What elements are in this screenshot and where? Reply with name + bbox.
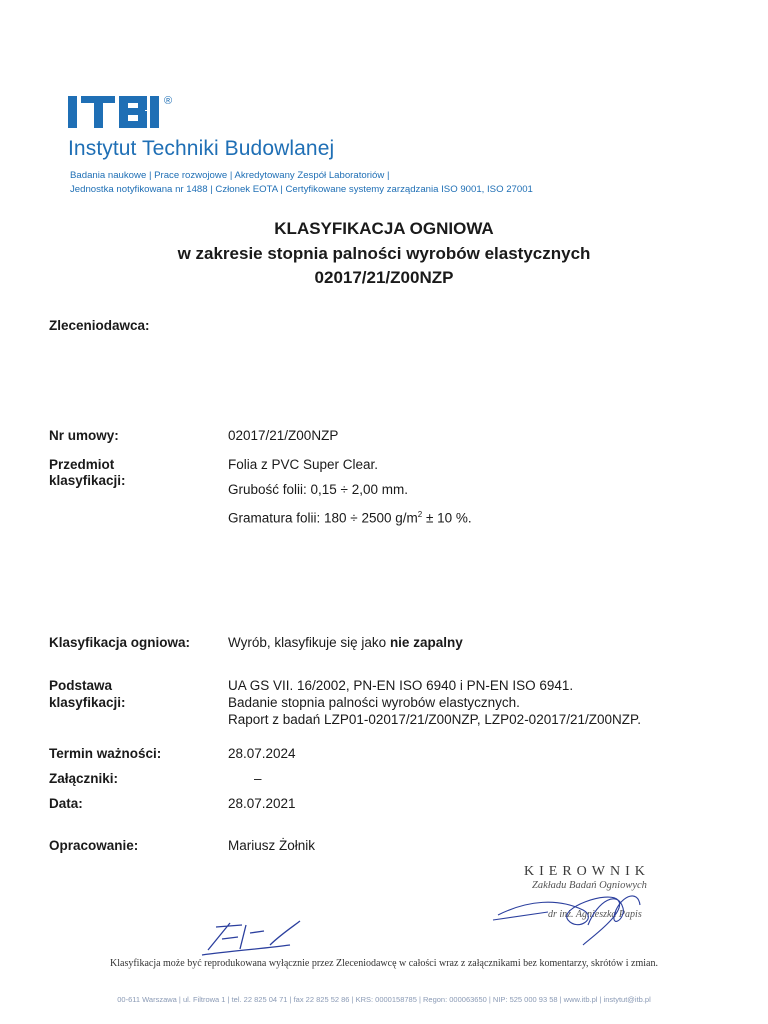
contract-label: Nr umowy:	[49, 428, 119, 443]
reproduction-note: Klasyfikacja może być reprodukowana wyłącznie przez Zleceniodawcę w całości wraz z załącznikami bez komentarzy, skrótów i zmian.	[110, 958, 658, 969]
basis-line-1: UA GS VII. 16/2002, PN-EN ISO 6940 i PN-EN ISO 6941.	[228, 678, 574, 693]
institute-name: Instytut Techniki Budowlanej	[68, 137, 335, 160]
document-title: KLASYFIKACJA OGNIOWA	[274, 219, 494, 238]
date-label: Data:	[49, 796, 83, 811]
contract-value: 02017/21/Z00NZP	[228, 428, 339, 443]
prepared-label: Opracowanie:	[49, 838, 139, 853]
fire-class-value: Wyrób, klasyfikuje się jako nie zapalny	[228, 635, 463, 650]
document-number: 02017/21/Z00NZP	[314, 268, 454, 287]
stamp-department: Zakładu Badań Ogniowych	[532, 880, 647, 891]
client-label: Zleceniodawca:	[49, 318, 150, 333]
subject-line-1: Folia z PVC Super Clear.	[228, 457, 379, 472]
document-subtitle: w zakresie stopnia palności wyrobów elastycznych	[177, 244, 591, 263]
basis-label-1: Podstawa	[49, 678, 113, 693]
stamp-title: KIEROWNIK	[524, 864, 650, 879]
subject-line-2: Grubość folii: 0,15 ÷ 2,00 mm.	[228, 482, 408, 497]
basis-label-2: klasyfikacji:	[49, 695, 126, 710]
head-signature	[488, 870, 688, 950]
basis-line-3: Raport z badań LZP01-02017/21/Z00NZP, LZP02-02017/21/Z00NZP.	[228, 712, 642, 727]
stamp-name: dr inż. Agnieszka Papis	[548, 909, 642, 920]
validity-value: 28.07.2024	[228, 746, 296, 761]
validity-label: Termin ważności:	[49, 746, 162, 761]
basis-line-2: Badanie stopnia palności wyrobów elastycznych.	[228, 695, 520, 710]
prepared-value: Mariusz Żołnik	[228, 838, 316, 853]
institute-info-line-2: Jednostka notyfikowana nr 1488 | Członek EOTA | Certyfikowane systemy zarządzania ISO 9001, ISO 27001	[70, 184, 533, 195]
attachments-label: Załączniki:	[49, 771, 119, 786]
author-signature	[200, 915, 310, 960]
date-value: 28.07.2021	[228, 796, 296, 811]
attachments-value: –	[254, 771, 262, 786]
fire-class-label: Klasyfikacja ogniowa:	[49, 635, 191, 650]
institute-info-line-1: Badania naukowe | Prace rozwojowe | Akredytowany Zespół Laboratoriów |	[70, 170, 390, 181]
subject-label-1: Przedmiot	[49, 457, 115, 472]
contact-footer: 00-611 Warszawa | ul. Filtrowa 1 | tel. 22 825 04 71 | fax 22 825 52 86 | KRS: 0000158785 | Regon: 000063650 | NIP: 525 000 93 58 | www.itb.pl | instytut@itb.pl	[117, 995, 651, 1004]
subject-line-3: Gramatura folii: 180 ÷ 2500 $g/m^2 \pm 10$ %.	[228, 510, 472, 526]
registered-mark: ®	[164, 95, 173, 107]
subject-label-2: klasyfikacji:	[49, 473, 126, 488]
